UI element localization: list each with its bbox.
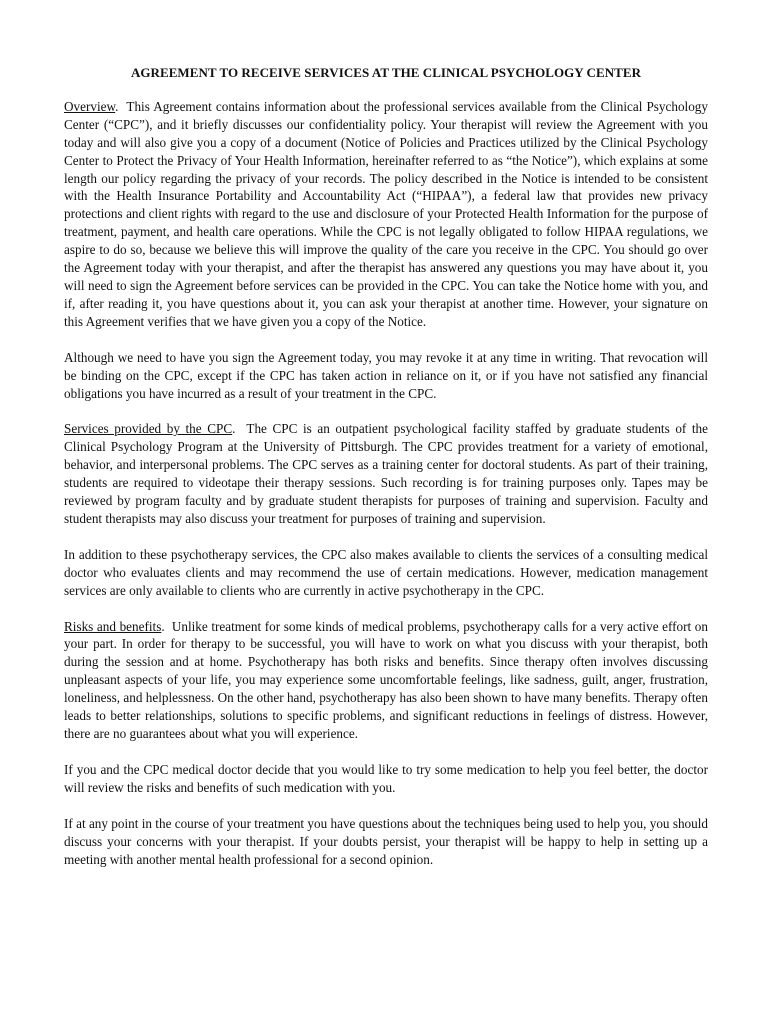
paragraph-text: In addition to these psychotherapy services, the CPC also makes available to clients the services of a consulting medical doctor who evaluates clients and may recommend the use of certain medications. However, medication management services are only available to clients who are currently in active psychotherapy in the CPC.	[64, 546, 708, 598]
section-heading-overview: Overview	[64, 98, 116, 114]
paragraph-text: Unlike treatment for some kinds of medical problems, psychotherapy calls for a very active effort on your part. In order for therapy to be successful, you will have to work on what you discuss with your therapist, both during the session and at home. Psychotherapy has both risks and benefits. Since therapy often involves discussing unpleasant aspects of your life, you may experience some uncomfortable feelings, like sadness, guilt, anger, frustration, loneliness, and helplessness. On the other hand, psychotherapy has also been shown to have many benefits. Therapy often leads to better relationships, solutions to specific problems, and significant reductions in feelings of distress. However, there are no guarantees about what you will experience.	[64, 618, 708, 741]
section-heading-risks-benefits: Risks and benefits	[64, 618, 162, 634]
paragraph-second-opinion	[64, 815, 708, 869]
paragraph-risks-benefits: Risks and benefits. Unlike treatment for some kinds of medical problems, psychotherapy calls for a very active effort on your part. In order for therapy to be successful, you will have to work on what you discuss with your therapist, both during the session and at home. Psychotherapy has both risks and benefits. Since therapy often involves discussing unpleasant aspects of your life, you may experience some uncomfortable feelings, like sadness, guilt, anger, frustration, loneliness, and helplessness. On the other hand, psychotherapy has also been shown to have many benefits. Therapy often leads to better relationships, solutions to specific problems, and significant reductions in feelings of distress. However, there are no guarantees about what you will experience.	[64, 618, 708, 741]
paragraph-services: Services provided by the CPC. The CPC is an outpatient psychological facility staffed by graduate students of the Clinical Psychology Program at the University of Pittsburgh. The CPC provides treatment for a variety of emotional, behavior, and interpersonal problems. The CPC serves as a training center for doctoral students. As part of their training, students are required to videotape their therapy sessions. Such recording is for training purposes only. Tapes may be reviewed by program faculty and by graduate student therapists for purposes of training and supervision. Faculty and student therapists may also discuss your treatment for purposes of training and supervision.	[64, 421, 709, 526]
paragraph-text: This Agreement contains information about the professional services available from the Clinical Psychology Center (“CPC”), and it briefly discusses our confidentiality policy. Your therapist will review the Agreement with you today and will also give you a copy of a document (Notice of Policies and Practices utilized by the Clinical Psychology Center to Protect the Privacy of Your Health Information, hereinafter referred to as “the Notice”), which explains at some length our policy regarding the privacy of your records. The policy described in the Notice is intended to be consistent with the Health Insurance Portability and Accountability Act (“HIPAA”), a federal law that provides new privacy protections and client rights with regard to the use and disclosure of your Protected Health Information for the purpose of treatment, payment, and health care operations. While the CPC is not legally obligated to follow HIPAA regulations, we aspire to do so, because we believe this will improve the quality of the care you receive in the CPC. You should go over the Agreement today with your therapist, and after the therapist has answered any questions you may have about it, you will need to sign the Agreement before services can be provided in the CPC. You can take the Notice home with you, and if, after reading it, you have questions about it, you can ask your therapist at another time. However, your signature on this Agreement verifies that we have given you a copy of the Notice.	[64, 98, 708, 329]
paragraph-medical-doctor	[64, 546, 708, 600]
paragraph-text: The CPC is an outpatient psychological facility staffed by graduate students of the Clinical Psychology Program at the University of Pittsburgh. The CPC provides treatment for a variety of emotional, behavior, and interpersonal problems. The CPC serves as a training center for doctoral students. As part of their training, students are required to videotape their therapy sessions. Such recording is for training purposes only. Tapes may be reviewed by program faculty and by graduate student therapists for purposes of training and supervision. Faculty and student therapists may also discuss your treatment for purposes of training and supervision.	[64, 421, 709, 526]
paragraph-text: Although we need to have you sign the Agreement today, you may revoke it at any time in writing. That revocation will be binding on the CPC, except if the CPC has taken action in reliance on it, or if you have not satisfied any financial obligations you have incurred as a result of your treatment in the CPC.	[64, 349, 708, 401]
paragraph-text: If at any point in the course of your treatment you have questions about the techniques being used to help you, you should discuss your concerns with your therapist. If your doubts persist, your therapist will be happy to help in setting up a meeting with another mental health professional for a second opinion.	[64, 815, 708, 867]
paragraph-medication	[64, 761, 708, 797]
paragraph-revocation	[64, 349, 708, 403]
document-title: AGREEMENT TO RECEIVE SERVICES AT THE CLINICAL PSYCHOLOGY CENTER	[130, 65, 642, 80]
paragraph-text: If you and the CPC medical doctor decide that you would like to try some medication to help you feel better, the doctor will review the risks and benefits of such medication with you.	[64, 761, 708, 795]
section-heading-services: Services provided by the CPC	[64, 421, 233, 437]
paragraph-overview: Overview. This Agreement contains information about the professional services available from the Clinical Psychology Center (“CPC”), and it briefly discusses our confidentiality policy. Your therapist will review the Agreement with you today and will also give you a copy of a document (Notice of Policies and Practices utilized by the Clinical Psychology Center to Protect the Privacy of Your Health Information, hereinafter referred to as “the Notice”), which explains at some length our policy regarding the privacy of your records. The policy described in the Notice is intended to be consistent with the Health Insurance Portability and Accountability Act (“HIPAA”), a federal law that provides new privacy protections and client rights with regard to the use and disclosure of your Protected Health Information for the purpose of treatment, payment, and health care operations. While the CPC is not legally obligated to follow HIPAA regulations, we aspire to do so, because we believe this will improve the quality of the care you receive in the CPC. You should go over the Agreement today with your therapist, and after the therapist has answered any questions you may have about it, you will need to sign the Agreement before services can be provided in the CPC. You can take the Notice home with you, and if, after reading it, you have questions about it, you can ask your therapist at another time. However, your signature on this Agreement verifies that we have given you a copy of the Notice.	[64, 98, 708, 329]
document-page	[64, 64, 708, 886]
